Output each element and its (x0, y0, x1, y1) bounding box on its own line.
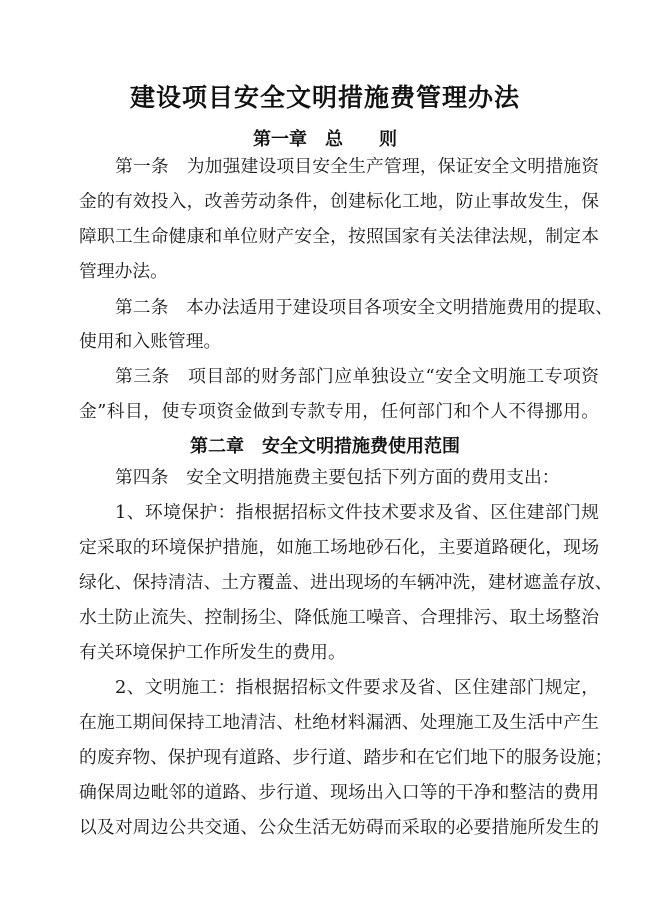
paragraph-line: 以及对周边公共交通、公众生活无妨碍而采取的必要措施所发生的 (79, 817, 599, 838)
paragraph-line: 第一条 为加强建设项目安全生产管理，保证安全文明措施资 (115, 156, 599, 177)
paragraph-line: 定采取的环境保护措施，如施工场地砂石化，主要道路硬化，现场 (79, 537, 599, 558)
chapter-2-heading: 第二章 安全文明措施费使用范围 (190, 436, 460, 457)
paragraph-line: 第二条 本办法适用于建设项目各项安全文明措施费用的提取、 (115, 297, 613, 318)
document-title: 建设项目安全文明措施费管理办法 (129, 83, 520, 112)
paragraph-line: 水土防止流失、控制扬尘、降低施工噪音、合理排污、取土场整治 (79, 607, 599, 628)
paragraph-line: 有关环境保护工作所发生的费用。 (79, 642, 346, 663)
paragraph-line: 在施工期间保持工地清洁、杜绝材料漏洒、处理施工及生活中产生 (79, 712, 599, 733)
paragraph-line: 第三条 项目部的财务部门应单独设立“安全文明施工专项资 (115, 366, 599, 387)
paragraph-line: 障职工生命健康和单位财产安全，按照国家有关法律法规，制定本 (79, 226, 599, 247)
paragraph-line: 确保周边毗邻的道路、步行道、现场出入口等的干净和整洁的费用 (79, 782, 599, 803)
paragraph-line: 的废弃物、保护现有道路、步行道、踏步和在它们地下的服务设施； (79, 747, 613, 768)
paragraph-line: 绿化、保持清洁、土方覆盖、进出现场的车辆冲洗，建材遮盖存放、 (79, 572, 613, 593)
chapter-1-heading: 第一章 总 则 (253, 129, 397, 150)
paragraph-line: 第四条 安全文明措施费主要包括下列方面的费用支出： (115, 467, 560, 488)
paragraph-line: 管理办法。 (79, 261, 168, 282)
paragraph-line: 金”科目，使专项资金做到专款专用，任何部门和个人不得挪用。 (79, 401, 599, 422)
paragraph-line: 金的有效投入，改善劳动条件，创建标化工地，防止事故发生，保 (79, 191, 599, 212)
paragraph-line: 使用和入账管理。 (79, 331, 222, 352)
paragraph-line: 2、文明施工：指根据招标文件要求及省、区住建部门规定， (115, 677, 599, 698)
paragraph-line: 1、环境保护：指根据招标文件技术要求及省、区住建部门规 (115, 502, 599, 523)
